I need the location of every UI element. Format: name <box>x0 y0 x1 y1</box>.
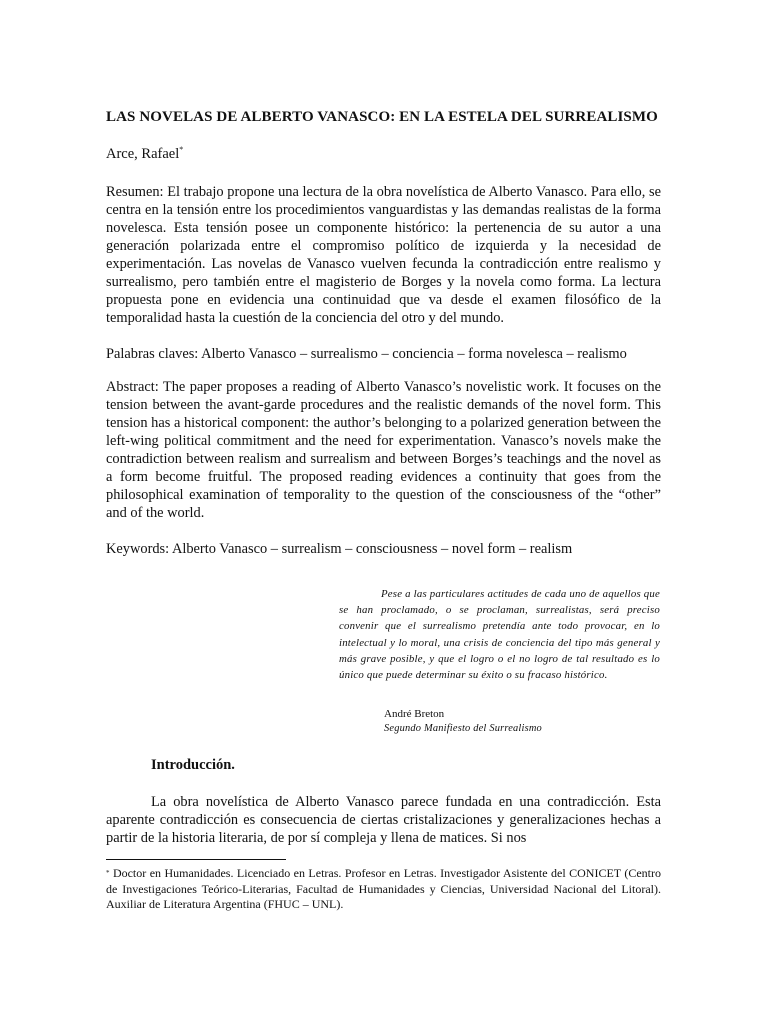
paper-title: LAS NOVELAS DE ALBERTO VANASCO: EN LA ESTELA DEL SURREALISMO <box>106 109 658 125</box>
palabras-claves: Palabras claves: Alberto Vanasco – surrealismo – conciencia – forma novelesca – realismo <box>106 346 627 362</box>
footnote-text: Doctor en Humanidades. Licenciado en Letras. Profesor en Letras. Investigador Asistente del CONICET (Centro de Investigaciones Teórico-Literarias, Facultad de Humanidades y Ciencias, Universidad Nacional del Litoral). Auxiliar de Literatura Argentina (FHUC – UNL). <box>106 866 661 911</box>
epigraph-quote: Pese a las particulares actitudes de cada uno de aquellos que se han proclamado, o se proclaman, surrealistas, será preciso convenir que el surrealismo pretendía ante todo provocar, en lo intelectual y lo moral, una crisis de conciencia del tipo más general y más grave posible, y que el logro o el no logro de tal resultado es lo único que puede determinar su éxito o su fracaso histórico. <box>339 588 660 682</box>
keywords-line: Keywords: Alberto Vanasco – surrealism – consciousness – novel form – realism <box>106 541 573 557</box>
footnote-divider <box>106 859 286 860</box>
author-footnote-mark: * <box>179 145 184 154</box>
epigraph-author: André Breton <box>384 708 445 720</box>
introduction-paragraph: La obra novelística de Alberto Vanasco parece fundada en una contradicción. Esta aparente contradicción es consecuencia de ciertas cristalizaciones y generalizaciones hechas a partir de la historia literaria, de por sí compleja y llena de matices. Si nos <box>106 794 661 846</box>
section-heading-introduccion: Introducción. <box>151 757 235 773</box>
author-name: Arce, Rafael <box>106 146 180 162</box>
footnote-mark: * <box>106 869 110 877</box>
resumen-paragraph: Resumen: El trabajo propone una lectura de la obra novelística de Alberto Vanasco. Para ello, se centra en la tensión entre los procedimientos vanguardistas y las demandas realistas de la forma novelesca. Esta tensión posee un componente histórico: la pertenencia de su autor a una generación polarizada entre el compromiso político de izquierda y la necesidad de experimentación. Las novelas de Vanasco vuelven fecunda la contradicción entre realismo y surrealismo, pero también entre el magisterio de Borges y la novela como forma. La lectura propuesta pone en evidencia una continuidad que va desde el examen filosófico de la temporalidad hasta la cuestión de la conciencia del otro y del mundo. <box>106 184 661 326</box>
abstract-paragraph: Abstract: The paper proposes a reading of Alberto Vanasco’s novelistic work. It focuses on the tension between the avant-garde procedures and the realistic demands of the novel form. This tension has a historical component: the author’s belonging to a polarized generation between the left-wing political commitment and the need for experimentation. Vanasco’s novels make the contradiction between realism and surrealism and between Borges’s teachings and the novel as a form become fruitful. The proposed reading evidences a continuity that goes from the philosophical examination of temporality to the question of the consciousness of the “other” and of the world. <box>106 379 661 521</box>
author-line <box>106 146 183 163</box>
epigraph-source: Segundo Manifiesto del Surrealismo <box>384 723 542 734</box>
footnote <box>106 866 661 913</box>
